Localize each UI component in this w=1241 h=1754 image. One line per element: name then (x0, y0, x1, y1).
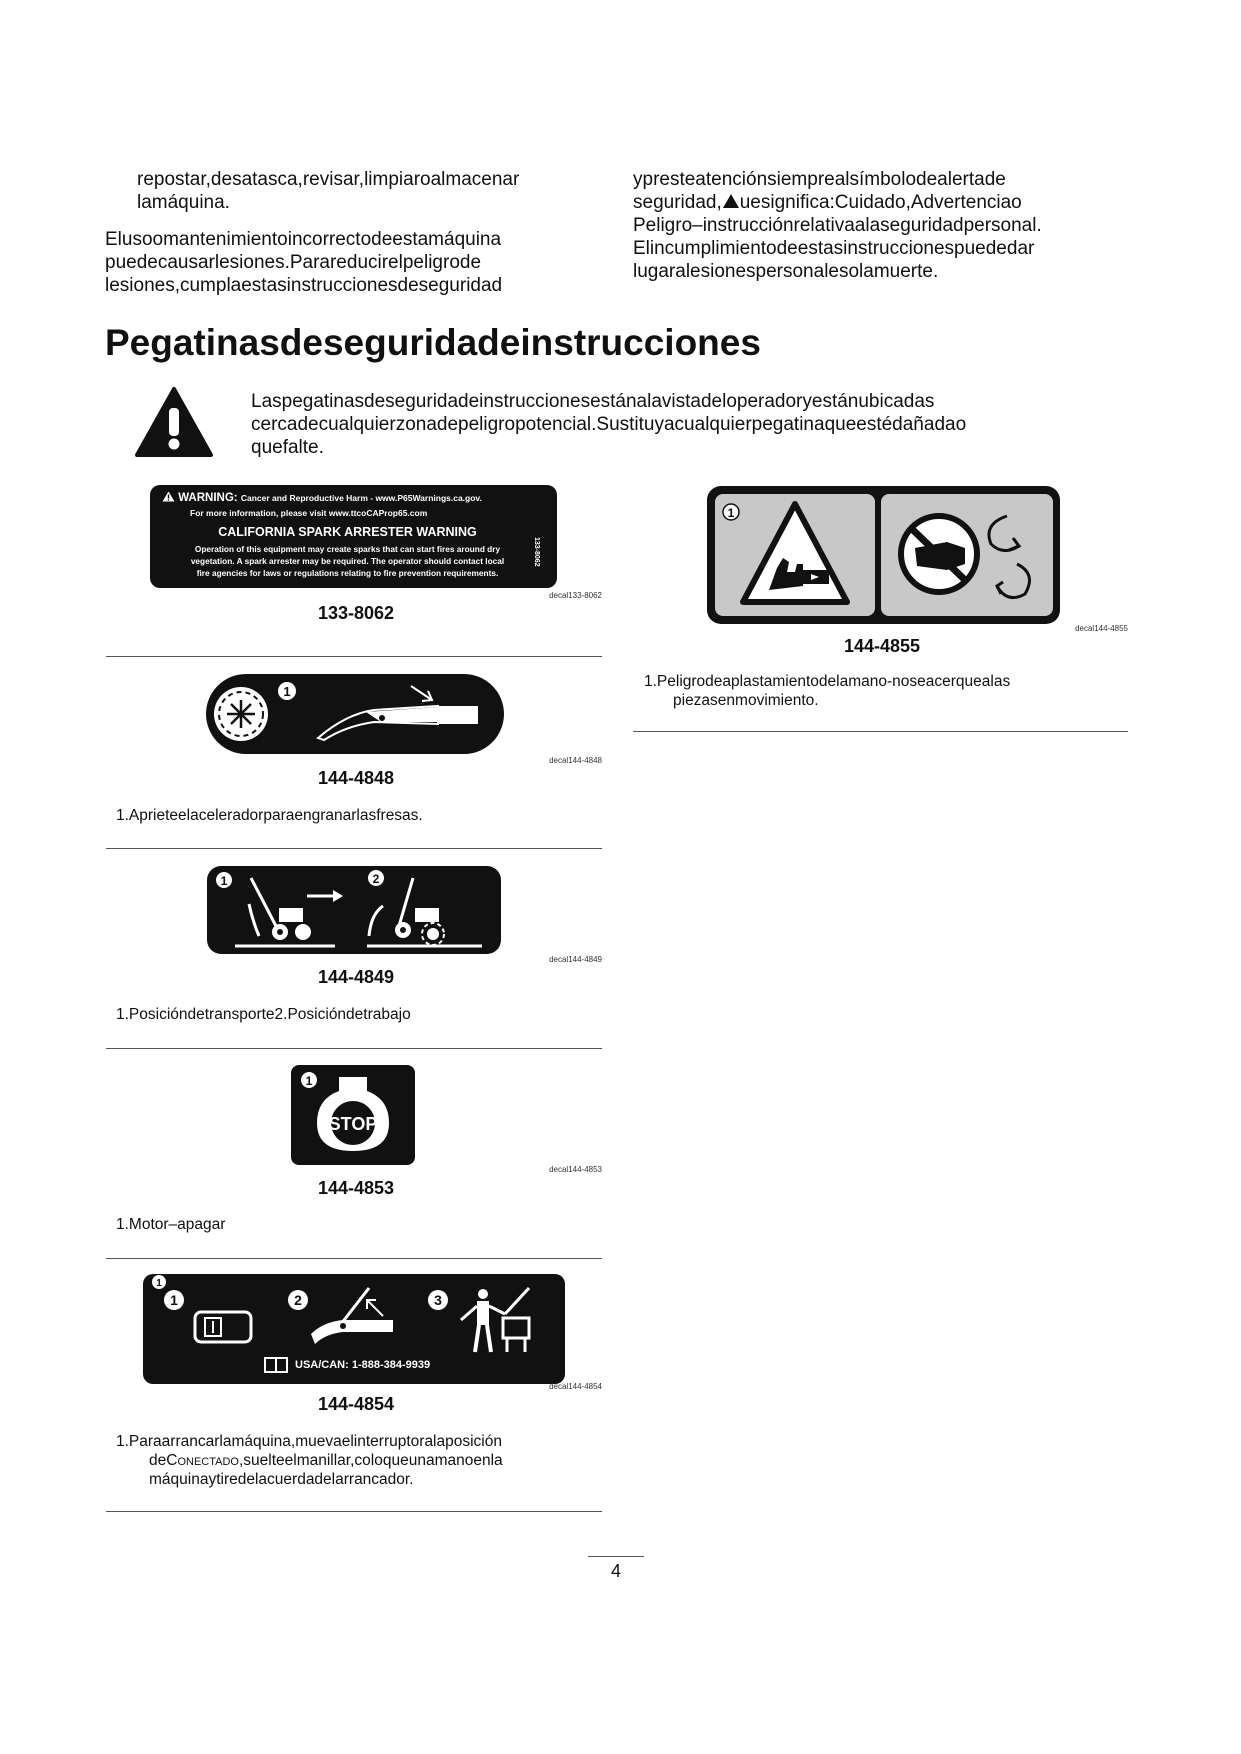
decal-tag: decal133-8062 (549, 591, 602, 600)
decal-code: 144-4848 (317, 768, 395, 788)
decal-caption: 1.Aprieteelaceleradorparaengranarlasfresas. (116, 807, 423, 824)
manual-book-icon (265, 1358, 287, 1372)
decal-code: 144-4849 (317, 967, 395, 987)
no-hands-icon (901, 516, 977, 592)
decal-code: 144-4854 (317, 1394, 395, 1414)
decal-144-4854 (143, 1274, 565, 1384)
decal-caption: 1.Paraarrancarlamáquina,muevaelinterruptoralaposición deConectado,suelteelmanillar,coloqueunamanoenla máquinaytiredelacuerdadelarrancador. (116, 1433, 503, 1488)
stop-label: STOP (328, 1114, 378, 1134)
section-heading: Pegatinasdeseguridadeinstrucciones (105, 322, 761, 363)
warning-triangle-icon (162, 491, 175, 502)
more-info-line: For more information, please visit www.ttcoCAProp65.com (190, 508, 428, 518)
intro-continued-left: repostar,desatasca,revisar,limpiaroalmacenar lamáquina. (137, 169, 520, 213)
decal-144-4853 (291, 1065, 415, 1165)
decal-side-code: 133-8062 (533, 537, 540, 567)
decal-tag: decal144-4853 (549, 1165, 602, 1174)
spark-arrester-body: Operation of this equipment may create sparks that can start fires around dry vegetation. A spark arrester may be required. The operator should contact local fire agencies for laws or regulations relating to fire prevention requirements. (190, 544, 505, 578)
divider (106, 1048, 602, 1049)
svg-text:1: 1 (156, 1278, 162, 1289)
svg-text:1: 1 (220, 874, 228, 888)
spark-arrester-title: CALIFORNIA SPARK ARRESTER WARNING (218, 525, 477, 539)
warning-triangle-icon (134, 386, 214, 458)
decal-caption: 1.Peligrodeaplastamientodelamano-noseacerquealas piezasenmovimiento. (644, 673, 1011, 709)
decal-144-4848 (206, 674, 504, 754)
decal-code: 144-4853 (317, 1178, 395, 1198)
decal-144-4849 (207, 866, 501, 954)
safety-symbol-paragraph: ypresteatenciónsiemprealsímbolodealertade seguridad, uesignifica:Cuidado,Advertenciao Peligro–instrucciónrelativaalaseguridadpersonal. Elincumplimientodeestasinstruccionespuededar lugaralesionespersonalesolamuerte. (633, 169, 1042, 282)
phone-number: USA/CAN: 1-888-384-9939 (295, 1359, 431, 1371)
divider (633, 731, 1128, 732)
decal-tag: decal144-4854 (549, 1382, 602, 1391)
safety-alert-icon (722, 193, 740, 209)
divider (106, 1258, 602, 1259)
decal-133-8062 (150, 485, 557, 588)
page-number-rule (588, 1556, 644, 1557)
divider (106, 848, 602, 849)
decal-caption: 1.Posicióndetransporte2.Posicióndetrabajo (116, 1006, 411, 1023)
svg-text:1: 1 (305, 1074, 313, 1088)
svg-text:2: 2 (294, 1292, 302, 1308)
divider (106, 1511, 602, 1512)
divider (106, 656, 602, 657)
svg-text:3: 3 (434, 1292, 442, 1308)
decal-code: 144-4855 (843, 636, 921, 656)
decals-intro: Laspegatinasdeseguridadeinstruccionesestánalavistadeloperadoryestánubicadas cercadecualquierzonadepeligropotencial.Sustituyacualquierpegatinaqueestédañadao quefalte. (251, 391, 967, 458)
decal-code: 133-8062 (317, 603, 395, 623)
warning-line: WARNING: Cancer and Reproductive Harm - www.P65Warnings.ca.gov. (162, 491, 482, 504)
decal-tag: decal144-4855 (1075, 624, 1128, 633)
page-number: 4 (610, 1561, 621, 1581)
decal-144-4855 (707, 486, 1060, 624)
decal-caption: 1.Motor–apagar (116, 1216, 226, 1233)
decal-tag: decal144-4849 (549, 955, 602, 964)
misuse-paragraph: Elusoomantenimientoincorrectodeestamáquina puedecausarlesiones.Parareducirelpeligrode lesiones,cumplaestasinstruccionesdeseguridad (105, 229, 503, 296)
svg-text:2: 2 (372, 872, 380, 886)
callout-1: 1 (283, 684, 291, 699)
svg-text:1: 1 (727, 506, 735, 520)
svg-text:1: 1 (170, 1292, 178, 1308)
decal-tag: decal144-4848 (549, 756, 602, 765)
